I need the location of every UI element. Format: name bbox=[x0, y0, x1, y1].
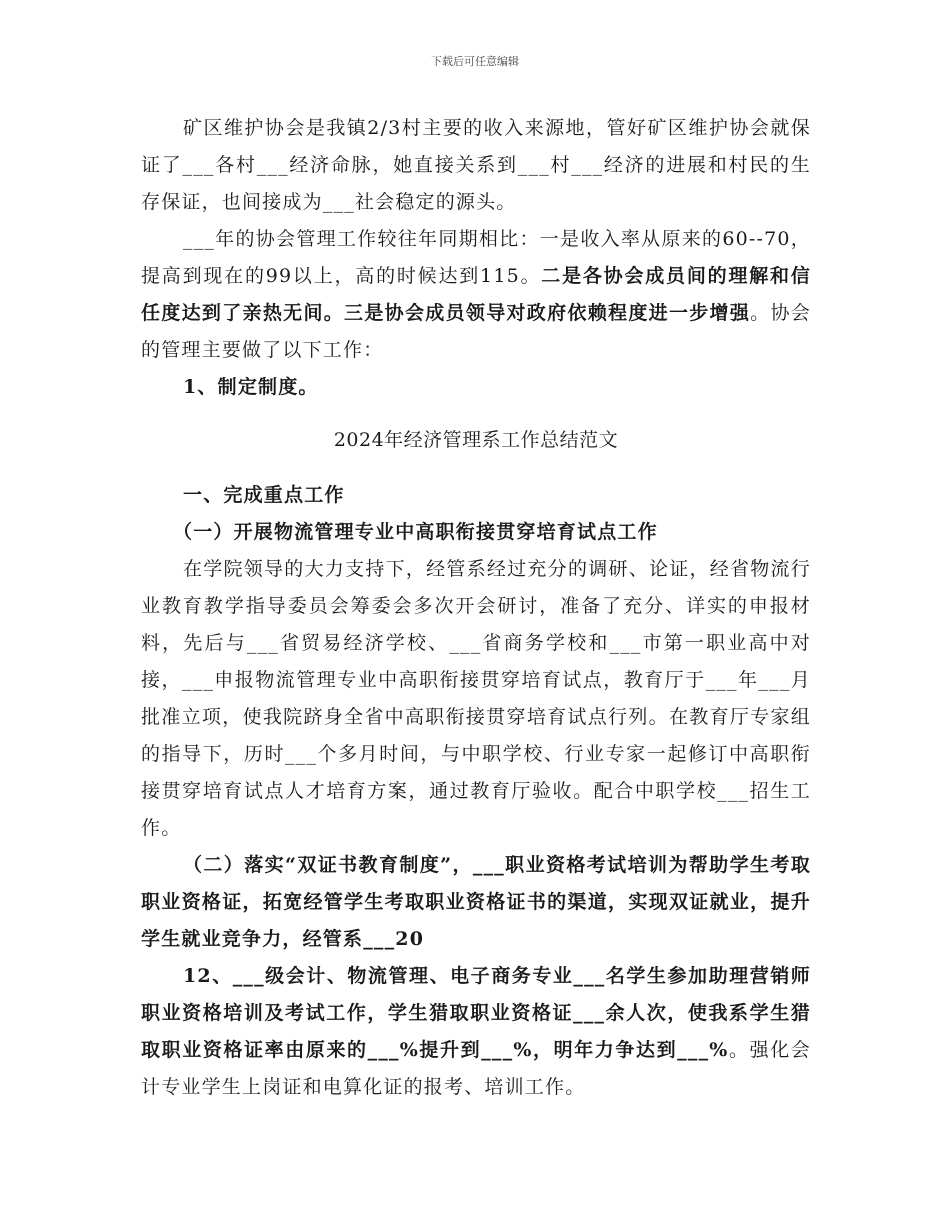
certificate-bold-text: 12、___级会计、物流管理、电子商务专业___名学生参加助理营销师职业资格培训及考试工作，学生猎取职业资格证___余人次，使我系学生猎取职业资格证率由原来的___%提升到___%，明年力争达到___% bbox=[141, 965, 811, 1061]
paragraph-dual-certificate: （二）落实“双证书教育制度”，___职业资格考试培训为帮助学生考取职业资格证，拓宽经管学生考取职业资格证书的渠道，实现双证就业，提升学生就业竞争力，经管系___20 bbox=[141, 854, 811, 950]
paragraph-logistics-pilot: 在学院领导的大力支持下，经管系经过充分的调研、论证，经省物流行业教育教学指导委员会筹委会多次开会研讨，准备了充分、详实的申报材料，先后与___省贸易经济学校、___省商务学校和___市第一职业高中对接，___申报物流管理专业中高职衔接贯穿培育试点，教育厅于___年___月批准立项，使我院跻身全省中高职衔接贯穿培育试点行列。在教育厅专家组的指导下，历时___个多月时间，与中职学校、行业专家一起修订中高职衔接贯穿培育试点人才培育方案，通过教育厅验收。配合中职学校___招生工作。 bbox=[141, 558, 811, 839]
results-bold-text: 二是各协会成员间的理解和信任度达到了亲热无间。三是协会成员领导对政府依赖程度进一步增强 bbox=[141, 265, 811, 324]
document-body bbox=[141, 110, 811, 1106]
document-title: 2024年经济管理系工作总结范文 bbox=[333, 429, 619, 451]
heading-logistics-pilot: （一）开展物流管理专业中高职衔接贯穿培育试点工作 bbox=[173, 521, 658, 543]
paragraph-certificate-training bbox=[141, 958, 811, 1106]
list-item-make-rules: 1、制定制度。 bbox=[183, 376, 319, 398]
heading-key-work: 一、完成重点工作 bbox=[183, 484, 345, 506]
certificate-tail-text: 。强化会计专业学生上岗证和电算化证的报考、培训工作。 bbox=[141, 1039, 811, 1098]
results-tail-text: 。协会的管理主要做了以下工作： bbox=[141, 302, 811, 361]
page-header: 下载后可任意编辑 bbox=[431, 55, 519, 68]
paragraph-association-intro: 矿区维护协会是我镇2/3村主要的收入来源地，管好矿区维护协会就保证了___各村___经济命脉，她直接关系到___村___经济的进展和村民的生存保证，也间接成为___社会稳定的源头。 bbox=[141, 117, 811, 213]
results-text: ___年的协会管理工作较往年同期相比：一是收入率从原来的60--70，提高到现在的99以上，高的时候达到115。 bbox=[141, 228, 811, 287]
paragraph-association-results bbox=[141, 221, 811, 369]
